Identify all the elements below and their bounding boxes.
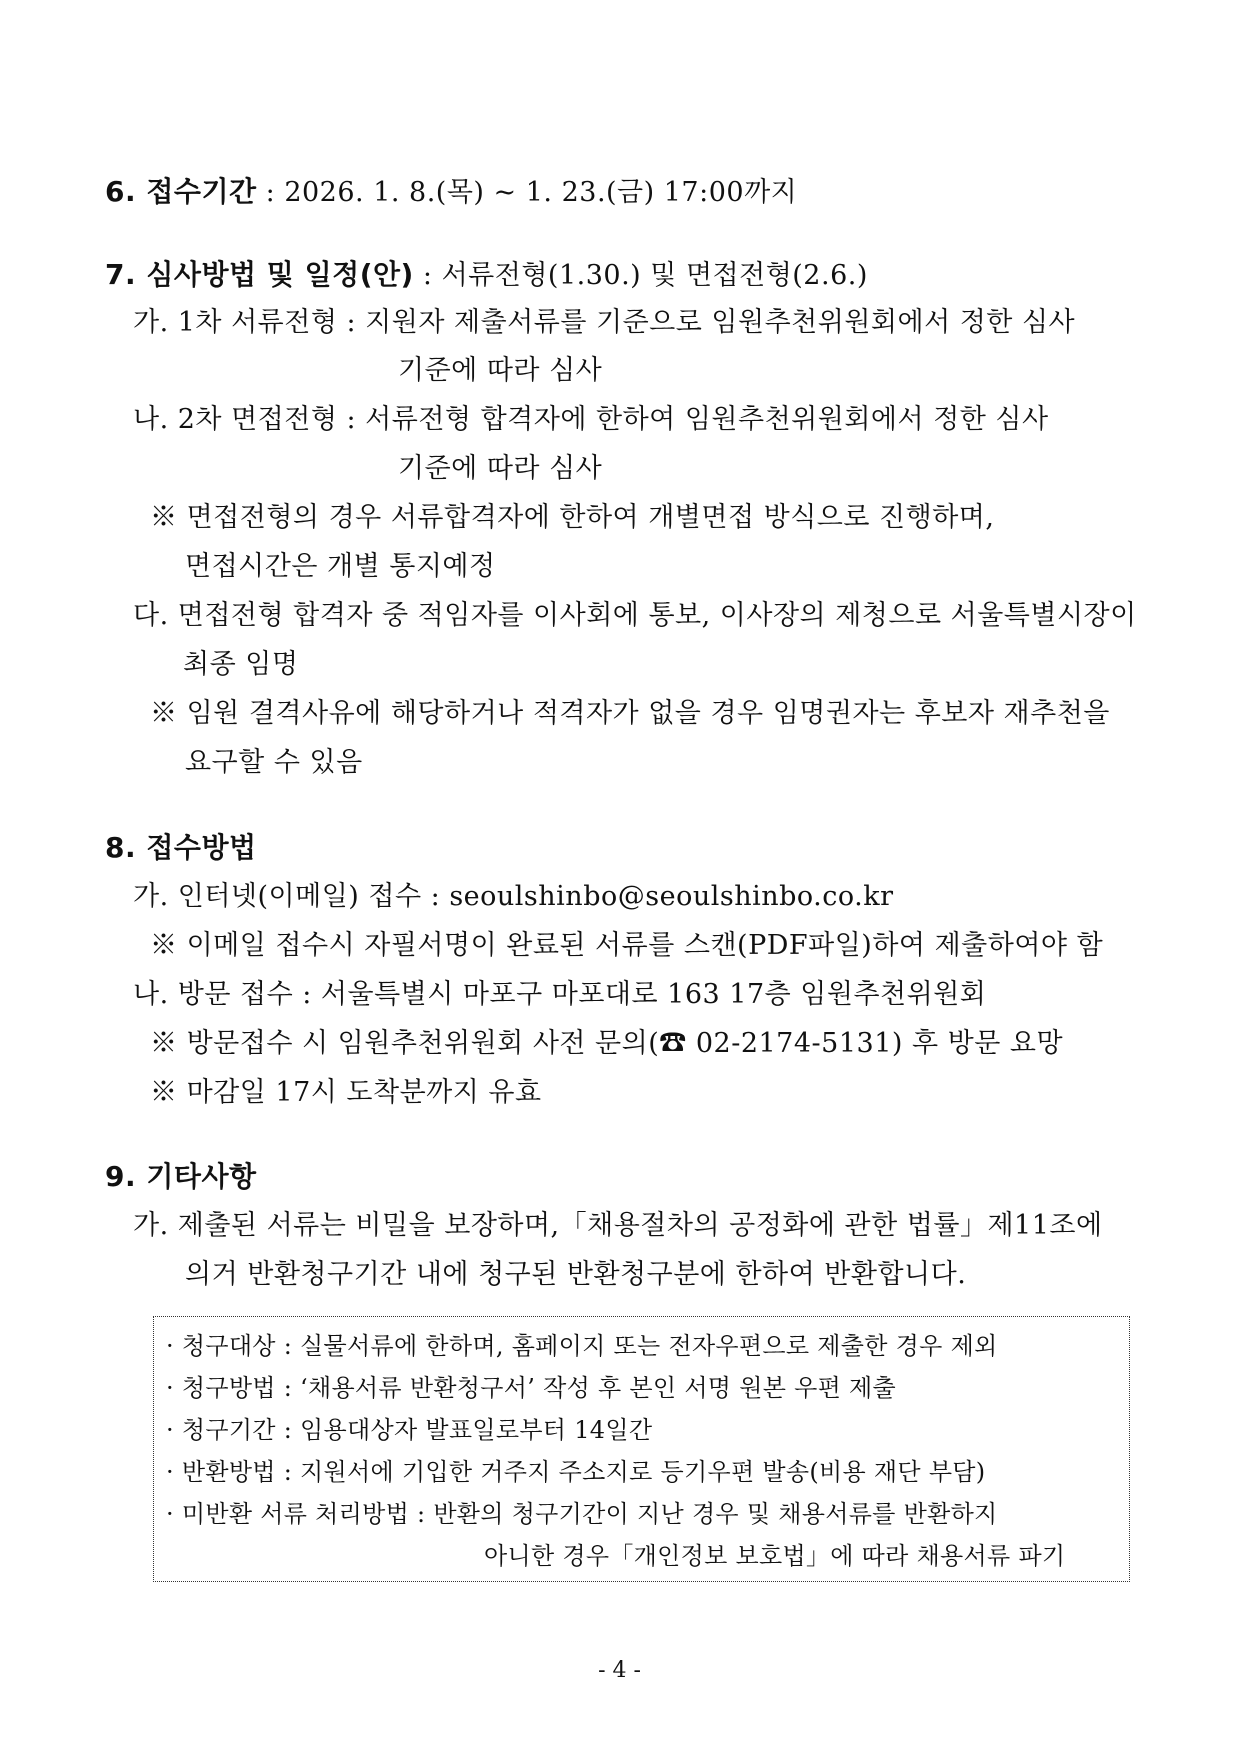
return-info-target: · 청구대상 : 실물서류에 한하며, 홈페이지 또는 전자우편으로 제출한 경우 제외	[166, 1332, 998, 1360]
return-info-period: · 청구기간 : 임용대상자 발표일로부터 14일간	[166, 1416, 653, 1444]
section-9-item-ga-line2: 의거 반환청구기간 내에 청구된 반환청구분에 한하여 반환합니다.	[185, 1259, 967, 1290]
section-7-note-disqualify-line1: ※ 임원 결격사유에 해당하거나 적격자가 없을 경우 임명권자는 후보자 재추천을	[150, 698, 1110, 729]
section-7-line	[105, 258, 868, 293]
section-7-item-da-line1: 다. 면접전형 합격자 중 적임자를 이사회에 통보, 이사장의 제청으로 서울특별시장이	[133, 600, 1137, 631]
section-8-note-visit: ※ 방문접수 시 임원추천위원회 사전 문의(☎ 02-2174-5131) 후 방문 요망	[150, 1028, 1064, 1059]
return-info-disposal-line1: · 미반환 서류 처리방법 : 반환의 청구기간이 지난 경우 및 채용서류를 반환하지	[166, 1500, 998, 1528]
section-7-item-ga-line2: 기준에 따라 심사	[398, 355, 603, 386]
page-number: - 4 -	[598, 1658, 641, 1683]
section-6-heading: 6. 접수기간	[105, 175, 257, 208]
section-9-item-ga-line1: 가. 제출된 서류는 비밀을 보장하며,「채용절차의 공정화에 관한 법률」제11조에	[133, 1210, 1103, 1241]
section-7-note-interview-line1: ※ 면접전형의 경우 서류합격자에 한하여 개별면접 방식으로 진행하며,	[150, 502, 995, 533]
section-7-note-interview-line2: 면접시간은 개별 통지예정	[185, 551, 496, 582]
return-info-method: · 청구방법 : ‘채용서류 반환청구서’ 작성 후 본인 서명 원본 우편 제출	[166, 1374, 896, 1402]
return-info-delivery: · 반환방법 : 지원서에 기입한 거주지 주소지로 등기우편 발송(비용 재단 부담)	[166, 1458, 986, 1486]
return-info-box	[153, 1316, 1130, 1582]
return-info-disposal-line2: 아니한 경우「개인정보 보호법」에 따라 채용서류 파기	[484, 1542, 1066, 1570]
section-7-item-na-line1: 나. 2차 면접전형 : 서류전형 합격자에 한하여 임원추천위원회에서 정한 심사	[133, 404, 1049, 435]
section-8-heading: 8. 접수방법	[105, 831, 257, 864]
section-8-note-email: ※ 이메일 접수시 자필서명이 완료된 서류를 스캔(PDF파일)하여 제출하여야 함	[150, 930, 1104, 961]
section-8-item-email: 가. 인터넷(이메일) 접수 : seoulshinbo@seoulshinbo.co.kr	[133, 881, 894, 912]
section-8-item-visit: 나. 방문 접수 : 서울특별시 마포구 마포대로 163 17층 임원추천위원회	[133, 979, 987, 1010]
section-9-heading: 9. 기타사항	[105, 1160, 257, 1193]
section-6-line	[105, 175, 797, 210]
section-7-text: : 서류전형(1.30.) 및 면접전형(2.6.)	[413, 260, 868, 291]
section-6-text: : 2026. 1. 8.(목) ~ 1. 23.(금) 17:00까지	[256, 177, 798, 208]
section-7-item-da-line2: 최종 임명	[183, 649, 299, 680]
section-7-item-na-line2: 기준에 따라 심사	[398, 453, 603, 484]
section-7-heading: 7. 심사방법 및 일정(안)	[105, 258, 414, 291]
section-7-item-ga-line1: 가. 1차 서류전형 : 지원자 제출서류를 기준으로 임원추천위원회에서 정한 심사	[133, 307, 1076, 338]
section-8-note-deadline: ※ 마감일 17시 도착분까지 유효	[150, 1077, 542, 1108]
section-7-note-disqualify-line2: 요구할 수 있음	[185, 747, 363, 778]
